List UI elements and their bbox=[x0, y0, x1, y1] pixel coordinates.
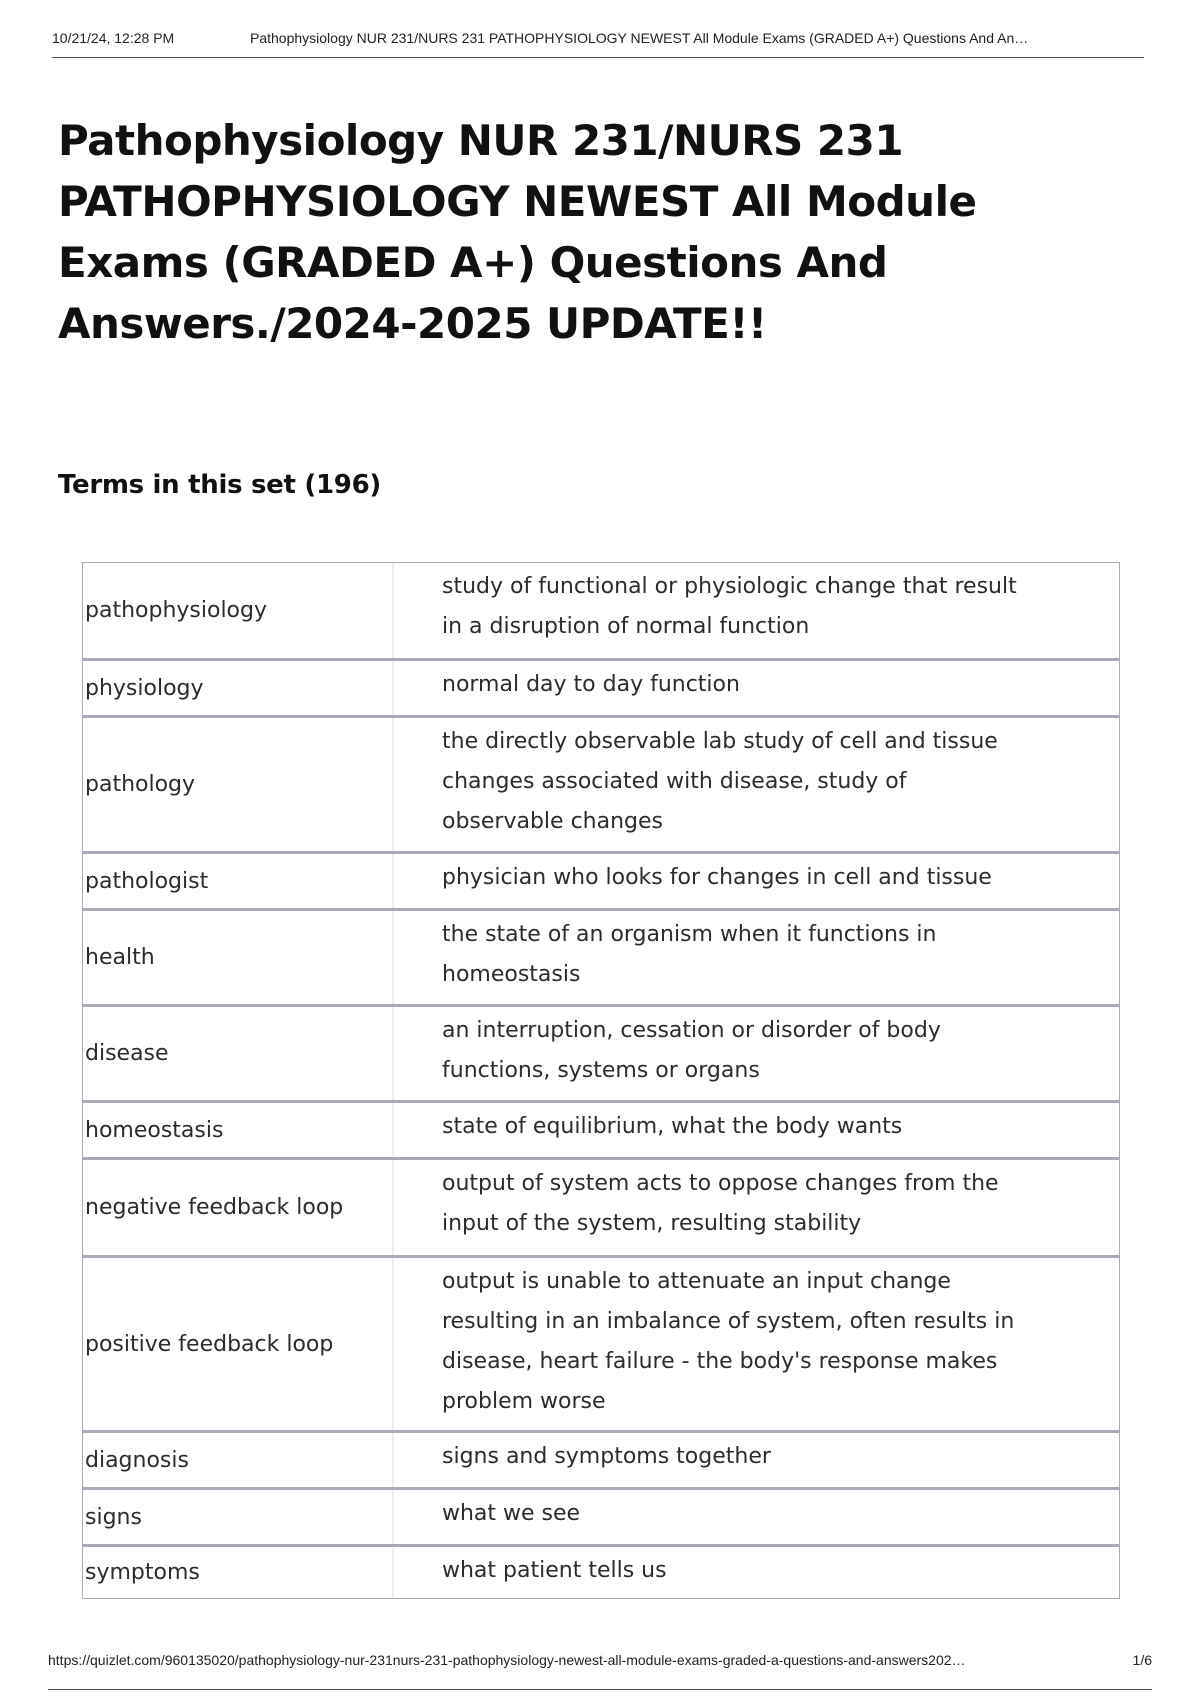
term-cell: pathologist bbox=[83, 854, 394, 908]
table-row bbox=[83, 851, 1119, 908]
term-cell: negative feedback loop bbox=[83, 1160, 394, 1255]
table-row bbox=[83, 1544, 1119, 1598]
print-header bbox=[52, 30, 1144, 58]
definition-cell: physician who looks for changes in cell and tissue bbox=[442, 865, 992, 890]
table-row bbox=[83, 1004, 1119, 1100]
definition-cell: state of equilibrium, what the body wants bbox=[442, 1114, 903, 1139]
term-cell: diagnosis bbox=[83, 1433, 394, 1487]
terms-table bbox=[82, 562, 1120, 1599]
print-date: 10/21/24, 12:28 PM bbox=[52, 30, 175, 46]
table-row bbox=[83, 1430, 1119, 1487]
term-cell: positive feedback loop bbox=[83, 1258, 394, 1430]
print-footer bbox=[48, 1650, 1152, 1690]
definition-cell: what patient tells us bbox=[442, 1558, 667, 1583]
definition-cell: what we see bbox=[442, 1501, 581, 1526]
definition-cell: normal day to day function bbox=[442, 672, 740, 697]
table-row bbox=[83, 563, 1119, 658]
page-url: https://quizlet.com/960135020/pathophysiology-nur-231nurs-231-pathophysiology-newest-all-module-exams-graded-a-questions-and-answers202… bbox=[48, 1652, 966, 1668]
definition-cell: output of system acts to oppose changes from the input of the system, resulting stability bbox=[442, 1171, 999, 1236]
table-row bbox=[83, 1157, 1119, 1255]
table-row bbox=[83, 1487, 1119, 1544]
definition-cell: output is unable to attenuate an input change resulting in an imbalance of system, often results in disease, heart failure - the body's response makes problem worse bbox=[442, 1269, 1015, 1414]
term-cell: symptoms bbox=[83, 1547, 394, 1598]
print-page-title: Pathophysiology NUR 231/NURS 231 PATHOPHYSIOLOGY NEWEST All Module Exams (GRADED A+) Questions And An… bbox=[250, 30, 1029, 46]
term-cell: physiology bbox=[83, 661, 394, 715]
definition-cell: signs and symptoms together bbox=[442, 1444, 771, 1469]
terms-count-heading: Terms in this set (196) bbox=[58, 470, 381, 500]
term-cell: pathology bbox=[83, 718, 394, 851]
term-cell: health bbox=[83, 911, 394, 1004]
page-title: Pathophysiology NUR 231/NURS 231 PATHOPHYSIOLOGY NEWEST All Module Exams (GRADED A+) Questions And Answers./2024-2025 UPDATE!! bbox=[58, 116, 977, 348]
term-cell: disease bbox=[83, 1007, 394, 1100]
page-number: 1/6 bbox=[1132, 1652, 1152, 1668]
term-cell: signs bbox=[83, 1490, 394, 1544]
definition-cell: an interruption, cessation or disorder of body functions, systems or organs bbox=[442, 1018, 941, 1083]
table-row bbox=[83, 1100, 1119, 1157]
term-cell: homeostasis bbox=[83, 1103, 394, 1157]
term-cell: pathophysiology bbox=[83, 563, 394, 658]
table-row bbox=[83, 658, 1119, 715]
definition-cell: the directly observable lab study of cell and tissue changes associated with disease, study of observable changes bbox=[442, 729, 998, 834]
table-row bbox=[83, 908, 1119, 1004]
table-row bbox=[83, 715, 1119, 851]
table-row bbox=[83, 1255, 1119, 1430]
definition-cell: the state of an organism when it functions in homeostasis bbox=[442, 922, 937, 987]
definition-cell: study of functional or physiologic change that result in a disruption of normal function bbox=[442, 574, 1017, 639]
